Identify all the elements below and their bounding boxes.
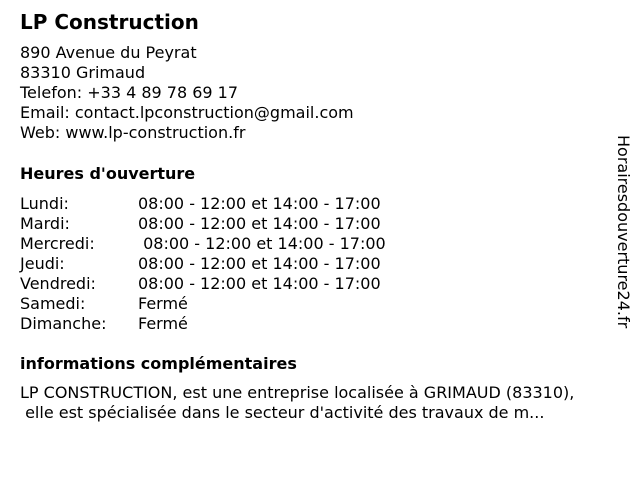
day-label: Jeudi: bbox=[20, 254, 65, 273]
time-value: 08:00 - 12:00 et 14:00 - 17:00 bbox=[138, 234, 386, 253]
day-label: Lundi: bbox=[20, 194, 69, 213]
business-name: LP Construction bbox=[20, 10, 199, 34]
website-url: Web: www.lp-construction.fr bbox=[20, 123, 246, 142]
description-line: elle est spécialisée dans le secteur d'activité des travaux de m... bbox=[20, 403, 545, 422]
description-line: LP CONSTRUCTION, est une entreprise localisée à GRIMAUD (83310), bbox=[20, 383, 575, 402]
contact-block bbox=[20, 43, 354, 143]
phone-number: Telefon: +33 4 89 78 69 17 bbox=[20, 83, 239, 102]
time-value: 08:00 - 12:00 et 14:00 - 17:00 bbox=[138, 214, 381, 233]
day-label: Samedi: bbox=[20, 294, 86, 313]
email-address: Email: contact.lpconstruction@gmail.com bbox=[20, 103, 354, 122]
opening-hours-heading: Heures d'ouverture bbox=[20, 164, 196, 183]
time-value: 08:00 - 12:00 et 14:00 - 17:00 bbox=[138, 274, 381, 293]
day-label: Dimanche: bbox=[20, 314, 107, 333]
address-city: 83310 Grimaud bbox=[20, 63, 146, 82]
time-value: Fermé bbox=[138, 314, 188, 333]
business-description bbox=[20, 383, 635, 423]
additional-info-heading: informations complémentaires bbox=[20, 354, 297, 373]
time-value: 08:00 - 12:00 et 14:00 - 17:00 bbox=[138, 254, 381, 273]
time-value: Fermé bbox=[138, 294, 188, 313]
address-street: 890 Avenue du Peyrat bbox=[20, 43, 197, 62]
site-watermark: Horairesdouverture24.fr bbox=[614, 135, 633, 329]
day-label: Mercredi: bbox=[20, 234, 95, 253]
day-label: Mardi: bbox=[20, 214, 70, 233]
time-value: 08:00 - 12:00 et 14:00 - 17:00 bbox=[138, 194, 381, 213]
day-label: Vendredi: bbox=[20, 274, 96, 293]
